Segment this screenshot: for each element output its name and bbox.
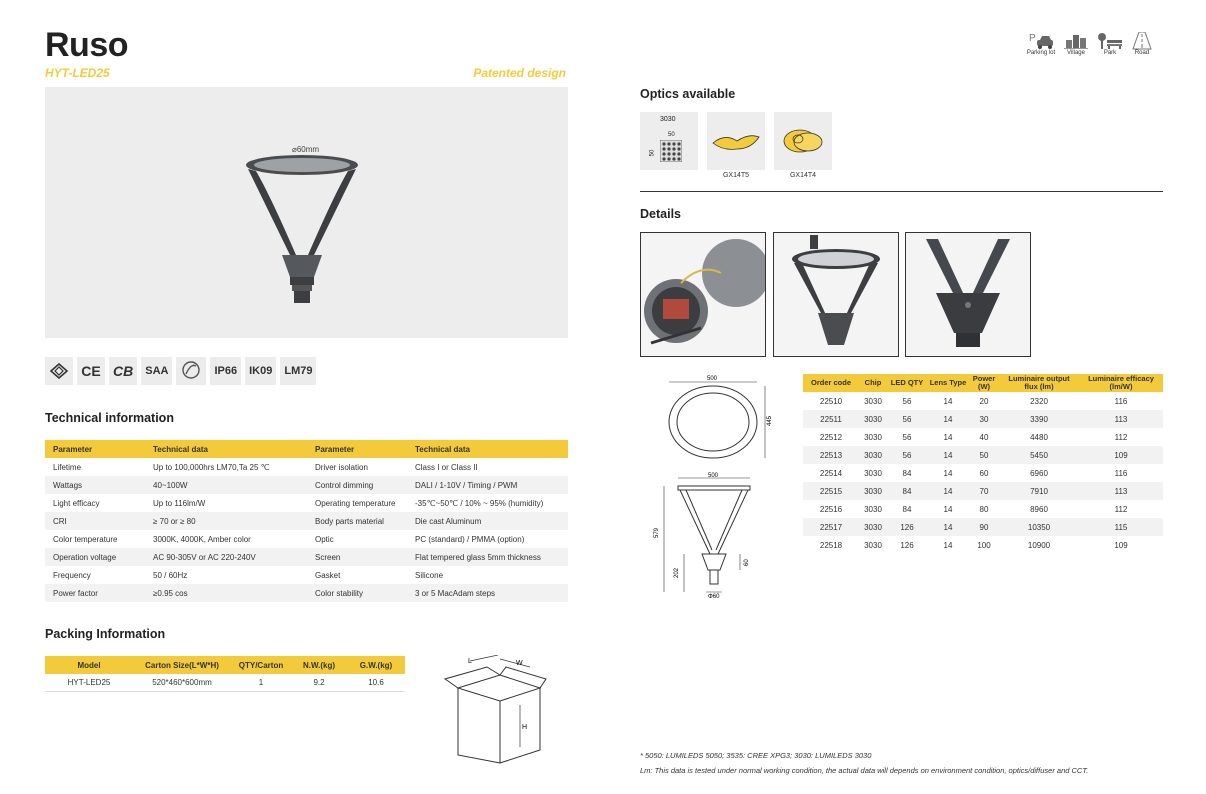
code-cell: 22517 (803, 518, 859, 536)
rohs-icon (176, 357, 206, 385)
code-cell: 14 (927, 518, 969, 536)
code-cell: 10900 (1027, 540, 1051, 550)
code-cell: 3030 (859, 446, 887, 464)
code-cell: 113 (1079, 482, 1163, 500)
village-icon (1064, 32, 1088, 50)
code-cell: 60 (979, 468, 989, 478)
dim-side-w: 500 (708, 473, 719, 479)
section-divider (640, 191, 1163, 192)
code-cell: 3390 (999, 410, 1079, 428)
tech-cell: 50 / 60Hz (153, 570, 188, 580)
code-cell: 56 (902, 432, 912, 442)
packing-header: G.W.(kg) (347, 656, 405, 674)
dim-top-h: 445 (767, 415, 773, 426)
tech-cell: Optic (315, 534, 334, 544)
saa-cert: SAA (141, 357, 172, 385)
code-cell: 14 (927, 446, 969, 464)
code-cell: 84 (887, 482, 927, 500)
code-cell: 14 (927, 482, 969, 500)
code-cell: 14 (943, 468, 953, 478)
code-cell: 22513 (803, 446, 859, 464)
tech-cell: 3000K, 4000K, Amber color (153, 534, 251, 544)
code-cell: 109 (1079, 446, 1163, 464)
tech-cell: DALI / 1-10V / Timing / PWM (407, 476, 568, 494)
code-cell: 3030 (864, 468, 882, 478)
code-cell: 3030 (859, 410, 887, 428)
certification-row (45, 357, 316, 385)
footnote-chips: * 5050: LUMILEDS 5050; 3535: CREE XPG3; 3030: LUMILEDS 3030 (640, 751, 872, 760)
tech-heading: Technical information (45, 411, 174, 425)
tech-cell: Wattags (45, 476, 145, 494)
tech-cell: ≥ 70 or ≥ 80 (145, 512, 307, 530)
chip-label: 3030 (660, 116, 676, 123)
code-cell: 56 (887, 446, 927, 464)
tech-cell: Lifetime (53, 462, 82, 472)
tech-cell: Control dimming (307, 476, 407, 494)
tech-cell: Silicone (415, 570, 444, 580)
code-row (803, 446, 1163, 464)
product-image-panel (45, 87, 568, 338)
ik09-cert: IK09 (245, 357, 276, 385)
code-cell: 100 (977, 540, 991, 550)
dim-bottom-d: Φ60 (708, 594, 720, 600)
codes-header-row (803, 374, 1163, 392)
packing-header-row (45, 656, 405, 674)
tech-cell: Frequency (53, 570, 91, 580)
product-model: HYT-LED25 (45, 66, 110, 80)
chip-dim-h: 50 (649, 149, 656, 157)
usage-parking (1026, 32, 1056, 56)
packing-cell: 520*460*600mm (133, 674, 231, 691)
usage-road (1132, 32, 1152, 56)
optic-label: GX14T4 (789, 172, 817, 179)
code-cell: 22518 (819, 540, 843, 550)
codes-header: Order code (803, 374, 859, 392)
tech-header-row (45, 440, 568, 458)
code-cell: 22511 (803, 410, 859, 428)
code-cell: 7910 (999, 482, 1079, 500)
code-row (803, 410, 1163, 428)
code-cell: 126 (887, 518, 927, 536)
packing-header: N.W.(kg) (291, 656, 347, 674)
ukca-icon (45, 357, 73, 385)
tech-row (45, 548, 568, 566)
code-cell: 116 (1114, 396, 1128, 406)
code-cell: 3030 (859, 482, 887, 500)
code-cell: 116 (1114, 468, 1128, 478)
code-cell: 22512 (819, 432, 843, 442)
code-cell: 90 (969, 518, 999, 536)
code-cell: 20 (979, 396, 989, 406)
packing-cell: HYT-LED25 (45, 674, 133, 691)
packing-cell: 9.2 (291, 674, 347, 691)
diameter-label: ⌀60mm (292, 145, 320, 154)
tech-header: Parameter (307, 440, 407, 458)
code-cell: 40 (979, 432, 989, 442)
order-code-table (803, 374, 1163, 554)
dim-neck-h: 60 (744, 559, 750, 566)
detail-photo-internal (640, 232, 766, 357)
tech-cell: Power factor (45, 584, 145, 602)
usage-village (1064, 32, 1088, 56)
codes-header: Luminaire efficacy (lm/W) (1079, 374, 1163, 392)
code-row (803, 464, 1163, 482)
codes-header: Lens Type (927, 374, 969, 392)
codes-header: Chip (859, 374, 887, 392)
tech-row (45, 476, 568, 494)
tech-cell: Operating temperature (315, 498, 396, 508)
tech-header: Parameter (45, 440, 145, 458)
optic-gx14t5 (707, 112, 765, 179)
tech-cell: PC (standard) / PMMA (option) (415, 534, 525, 544)
code-cell: 84 (902, 468, 912, 478)
code-cell: 22516 (819, 504, 843, 514)
carton-box-drawing (440, 655, 548, 765)
tech-cell: -35℃~50℃ / 10% ~ 95% (humidity) (415, 498, 544, 508)
code-cell: 109 (1114, 540, 1128, 550)
parking-car-icon (1026, 32, 1056, 50)
chip-dim-w: 50 (668, 132, 675, 138)
tech-row (45, 512, 568, 530)
ce-cert: CE (77, 357, 105, 385)
box-label-h: H (522, 724, 528, 731)
code-cell: 3030 (864, 504, 882, 514)
usage-icons (1026, 32, 1152, 56)
box-label-l: L (468, 658, 472, 665)
lm79-cert: LM79 (280, 357, 316, 385)
code-row (803, 536, 1163, 554)
tech-cell: Flat tempered glass 5mm thickness (407, 548, 568, 566)
tech-row (45, 566, 568, 584)
tech-cell: Color stability (307, 584, 407, 602)
footnote-lm: Lm: This data is tested under normal working condition, the actual data will depends on environment condition, optics/diffuser and CCT. (640, 766, 1089, 775)
packing-header: Model (45, 656, 133, 674)
usage-label: Village (1067, 50, 1085, 56)
ip66-cert: IP66 (210, 357, 241, 385)
tech-cell: Color temperature (53, 534, 118, 544)
optic-label: GX14T5 (722, 172, 750, 179)
code-cell: 112 (1114, 432, 1128, 442)
tech-row (45, 494, 568, 512)
packing-header: Carton Size(L*W*H) (133, 656, 231, 674)
code-cell: 10350 (999, 518, 1079, 536)
packing-row (45, 674, 405, 691)
tech-cell: CRI (45, 512, 145, 530)
street-lamp-image (240, 155, 365, 310)
patented-label: Patented design (473, 66, 566, 80)
tech-cell: Screen (307, 548, 407, 566)
svg-text:P: P (1029, 33, 1036, 44)
code-cell: 30 (969, 410, 999, 428)
optics-heading: Optics available (640, 87, 736, 101)
code-row (803, 392, 1163, 410)
code-cell: 14 (943, 432, 953, 442)
detail-photo-front (773, 232, 899, 357)
code-cell: 56 (902, 396, 912, 406)
tech-cell: Die cast Aluminum (407, 512, 568, 530)
code-cell: 5450 (999, 446, 1079, 464)
side-view-drawing (650, 470, 785, 600)
code-cell: 22514 (819, 468, 843, 478)
optic-gx14t4 (774, 112, 832, 179)
packing-cell: 1 (231, 674, 291, 691)
tech-cell: AC 90-305V or AC 220-240V (145, 548, 307, 566)
tech-cell: Up to 116lm/W (153, 498, 206, 508)
packing-header: QTY/Carton (231, 656, 291, 674)
dim-lower-h: 202 (674, 567, 680, 578)
usage-park (1096, 32, 1124, 56)
tech-cell: 3 or 5 MacAdam steps (407, 584, 568, 602)
gx14t5-lens-icon (711, 129, 761, 153)
product-title: Ruso (45, 26, 128, 64)
cb-cert: CB (109, 357, 137, 385)
code-cell: 8960 (1030, 504, 1048, 514)
tech-cell: Gasket (315, 570, 341, 580)
usage-label: Road (1134, 50, 1150, 56)
code-cell: 22515 (803, 482, 859, 500)
code-cell: 115 (1079, 518, 1163, 536)
tech-row (45, 530, 568, 548)
tech-cell: 40~100W (145, 476, 307, 494)
code-cell: 6960 (1030, 468, 1048, 478)
code-cell: 80 (979, 504, 989, 514)
code-cell: 84 (902, 504, 912, 514)
usage-label: Parking lot (1026, 50, 1056, 56)
packing-table (45, 656, 405, 692)
code-cell: 14 (943, 504, 953, 514)
code-cell: 3030 (864, 396, 882, 406)
code-row (803, 482, 1163, 500)
packing-heading: Packing Information (45, 627, 166, 641)
tech-table (45, 440, 568, 602)
details-heading: Details (640, 207, 681, 221)
code-row (803, 428, 1163, 446)
dim-top-w: 500 (707, 376, 718, 382)
code-cell: 50 (969, 446, 999, 464)
optic-chip-3030 (640, 112, 698, 170)
top-view-drawing (655, 374, 780, 469)
tech-cell: Light efficacy (53, 498, 100, 508)
tech-row (45, 584, 568, 602)
park-bench-icon (1096, 32, 1124, 50)
code-cell: 14 (943, 540, 953, 550)
tech-cell: ≥0.95 cos (145, 584, 307, 602)
code-cell: 126 (900, 540, 914, 550)
tech-cell: Driver isolation (315, 462, 368, 472)
tech-cell: Up to 100,000hrs LM70,Ta 25 ℃ (153, 462, 270, 472)
code-cell: 112 (1114, 504, 1128, 514)
tech-row (45, 458, 568, 476)
codes-header: Power (W) (969, 374, 999, 392)
chip-grid-icon (660, 140, 682, 162)
code-row (803, 518, 1163, 536)
box-label-w: W (516, 660, 523, 667)
code-cell: 3030 (859, 518, 887, 536)
codes-header: LED QTY (887, 374, 927, 392)
dim-side-h: 579 (654, 527, 660, 538)
gx14t4-lens-icon (778, 126, 828, 156)
code-row (803, 500, 1163, 518)
packing-cell: 10.6 (347, 674, 405, 691)
road-icon (1132, 32, 1152, 50)
code-cell: 4480 (1030, 432, 1048, 442)
code-cell: 3030 (864, 540, 882, 550)
code-cell: 14 (927, 410, 969, 428)
detail-photo-body (905, 232, 1031, 357)
code-cell: 113 (1079, 410, 1163, 428)
tech-cell: Class I or Class II (415, 462, 478, 472)
code-cell: 22510 (819, 396, 843, 406)
usage-label: Park (1103, 50, 1117, 56)
code-cell: 56 (887, 410, 927, 428)
tech-header: Technical data (145, 440, 307, 458)
tech-cell: Operation voltage (45, 548, 145, 566)
code-cell: 2320 (1030, 396, 1048, 406)
code-cell: 14 (943, 396, 953, 406)
code-cell: 70 (969, 482, 999, 500)
tech-cell: Body parts material (307, 512, 407, 530)
codes-header: Luminaire output flux (lm) (999, 374, 1079, 392)
code-cell: 3030 (864, 432, 882, 442)
tech-header: Technical data (407, 440, 568, 458)
